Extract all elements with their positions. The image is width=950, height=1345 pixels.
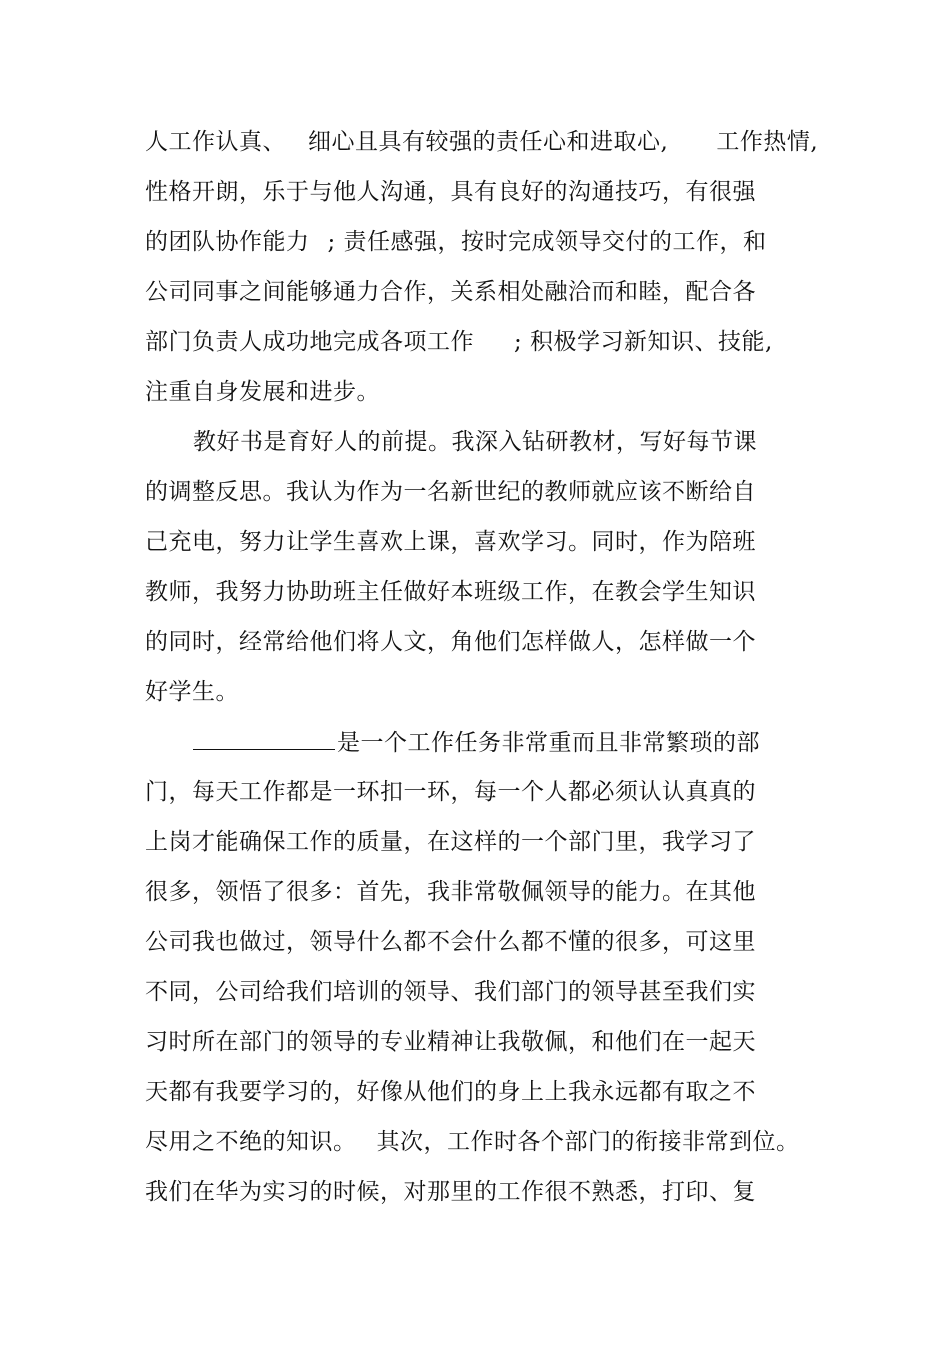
text-line: 门，每天工作都是一环扣一环，每一个人都必须认认真真的 xyxy=(145,779,756,805)
text-line: 好学生。 xyxy=(145,679,239,705)
text-line: 注重自身发展和进步。 xyxy=(145,379,380,405)
text-line: 的调整反思。我认为作为一名新世纪的教师就应该不断给自 xyxy=(145,479,756,505)
text-segment: ; 责任感强，按时完成领导交付的工作，和 xyxy=(327,229,767,255)
text-line: 己充电，努力让学生喜欢上课，喜欢学习。同时，作为陪班 xyxy=(145,529,756,555)
text-line: 不同，公司给我们培训的领导、我们部门的领导甚至我们实 xyxy=(145,979,756,1005)
text-segment: ; 积极学习新知识、技能, xyxy=(514,329,773,355)
text-line: 公司我也做过，领导什么都不会什么都不懂的很多，可这里 xyxy=(145,929,756,955)
text-line: 天都有我要学习的，好像从他们的身上上我永远都有取之不 xyxy=(145,1079,756,1105)
text-line: 很多，领悟了很多：首先，我非常敬佩领导的能力。在其他 xyxy=(145,879,756,905)
text-segment: 工作热情, xyxy=(716,129,819,155)
text-segment: 其次，工作时各个部门的衔接非常到位。 xyxy=(376,1129,800,1155)
text-line: 性格开朗，乐于与他人沟通，具有良好的沟通技巧，有很强 xyxy=(145,179,756,205)
text-segment: 的团队协作能力 xyxy=(145,229,310,255)
text-line: 的同时，经常给他们将人文，角他们怎样做人，怎样做一个 xyxy=(145,629,756,655)
text-segment: 人工作认真、 xyxy=(145,129,286,155)
text-line: 教好书是育好人的前提。我深入钻研教材，写好每节课 xyxy=(193,429,757,455)
text-line xyxy=(145,1127,800,1157)
text-line xyxy=(193,727,760,758)
text-line xyxy=(145,127,818,157)
text-line xyxy=(145,227,767,257)
text-segment: 尽用之不绝的知识。 xyxy=(145,1129,357,1155)
text-segment: 细心且具有较强的责任心和进取心, xyxy=(308,129,669,155)
fill-in-blank xyxy=(193,727,335,750)
text-line: 教师，我努力协助班主任做好本班级工作，在教会学生知识 xyxy=(145,579,756,605)
text-line: 我们在华为实习的时候，对那里的工作很不熟悉，打印、复 xyxy=(145,1179,756,1205)
text-line xyxy=(145,327,773,357)
text-line: 公司同事之间能够通力合作，关系相处融洽而和睦，配合各 xyxy=(145,279,756,305)
text-line: 习时所在部门的领导的专业精神让我敬佩，和他们在一起天 xyxy=(145,1029,756,1055)
text-segment: 是一个工作任务非常重而且非常繁琐的部 xyxy=(337,730,760,756)
text-line: 上岗才能确保工作的质量，在这样的一个部门里，我学习了 xyxy=(145,829,756,855)
text-segment: 部门负责人成功地完成各项工作 xyxy=(145,329,474,355)
